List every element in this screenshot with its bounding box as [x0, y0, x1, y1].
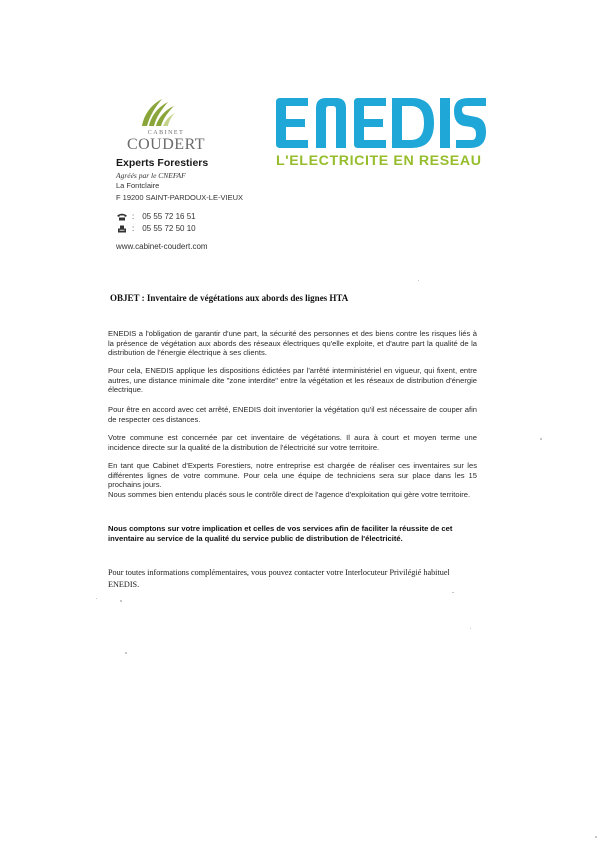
scan-speck	[470, 628, 471, 629]
enedis-logo	[274, 96, 488, 150]
website-link: www.cabinet-coudert.com	[116, 242, 208, 251]
subject-text: Inventaire de végétations aux abords des lignes HTA	[146, 293, 349, 303]
phone-row	[116, 212, 196, 221]
paragraph-contact: Pour toutes informations complémentaires, vous pouvez contacter votre Interlocuteur Privilégié habituel ENEDIS.	[108, 568, 450, 589]
paragraph-inventory: Pour être en accord avec cet arrêté, ENEDIS doit inventorier la végétation qu'il est nécessaire de couper afin de respecter ces distances.	[108, 405, 477, 424]
scan-speck	[540, 438, 542, 440]
scan-speck	[125, 652, 127, 654]
paragraph-commune: Votre commune est concernée par cet inventaire de végétations. Il aura à court et moyen terme une incidence directe sur la qualité de la distribution de l'électricité sur votre territoire.	[108, 433, 477, 452]
scan-speck	[595, 836, 597, 838]
cabinet-label: CABINET	[147, 130, 185, 136]
experts-title: Experts Forestiers	[116, 157, 209, 169]
accreditation: Agréés par le CNEFAF	[116, 171, 186, 180]
fax-icon	[116, 225, 128, 233]
scan-speck	[120, 600, 122, 602]
enedis-tagline: L'ELECTRICITE EN RESEAU	[276, 153, 482, 169]
phone-number: 05 55 72 16 51	[142, 212, 196, 221]
subject-label: OBJET :	[110, 293, 145, 303]
scan-speck	[452, 592, 454, 593]
fax-row	[116, 224, 196, 233]
phone-separator: :	[132, 212, 135, 221]
cabinet-name: COUDERT	[126, 136, 206, 153]
telephone-icon	[116, 213, 128, 221]
paragraph-control-text: Nous sommes bien entendu placés sous le contrôle direct de l'agence d'exploitation qui gère votre territoire.	[108, 489, 471, 499]
paragraph-implication: Nous comptons sur votre implication et celles de vos services afin de faciliter la réussite de cet inventaire au service de la qualité du service public de distribution de l'électricité.	[108, 524, 453, 543]
scan-speck	[96, 598, 97, 599]
paragraph-cabinet	[108, 461, 477, 499]
paragraph-cabinet-text: En tant que Cabinet d'Experts Forestiers, notre entreprise est chargée de réaliser ces inventaires sur les différentes lignes de votre commune. Pour cela une équipe de techniciens sera sur place dans les 15 prochains jours.	[108, 461, 477, 490]
fax-number: 05 55 72 50 10	[142, 224, 196, 233]
fax-separator: :	[132, 224, 135, 233]
paragraph-obligation: ENEDIS a l'obligation de garantir d'une part, la sécurité des personnes et des biens contre les risques liés à la présence de végétation aux abords des réseaux électriques qu'elle exploite, et d'autre part la qualité de la distribution de l'énergie électrique à ses clients.	[108, 329, 477, 358]
address-line-2: F 19200 SAINT-PARDOUX-LE-VIEUX	[116, 193, 243, 202]
address-line-1: La Fontclaire	[116, 181, 160, 190]
scan-speck	[418, 280, 419, 281]
subject-line	[110, 293, 348, 303]
cabinet-coudert-logo-icon	[138, 96, 178, 130]
paragraph-dispositions: Pour cela, ENEDIS applique les dispositions édictées par l'arrêté interministériel en vigueur, qui fixent, entre autres, une distance minimale dite "zone interdite" entre la végétation et les réseaux de distribution d'énergie électrique.	[108, 366, 477, 395]
